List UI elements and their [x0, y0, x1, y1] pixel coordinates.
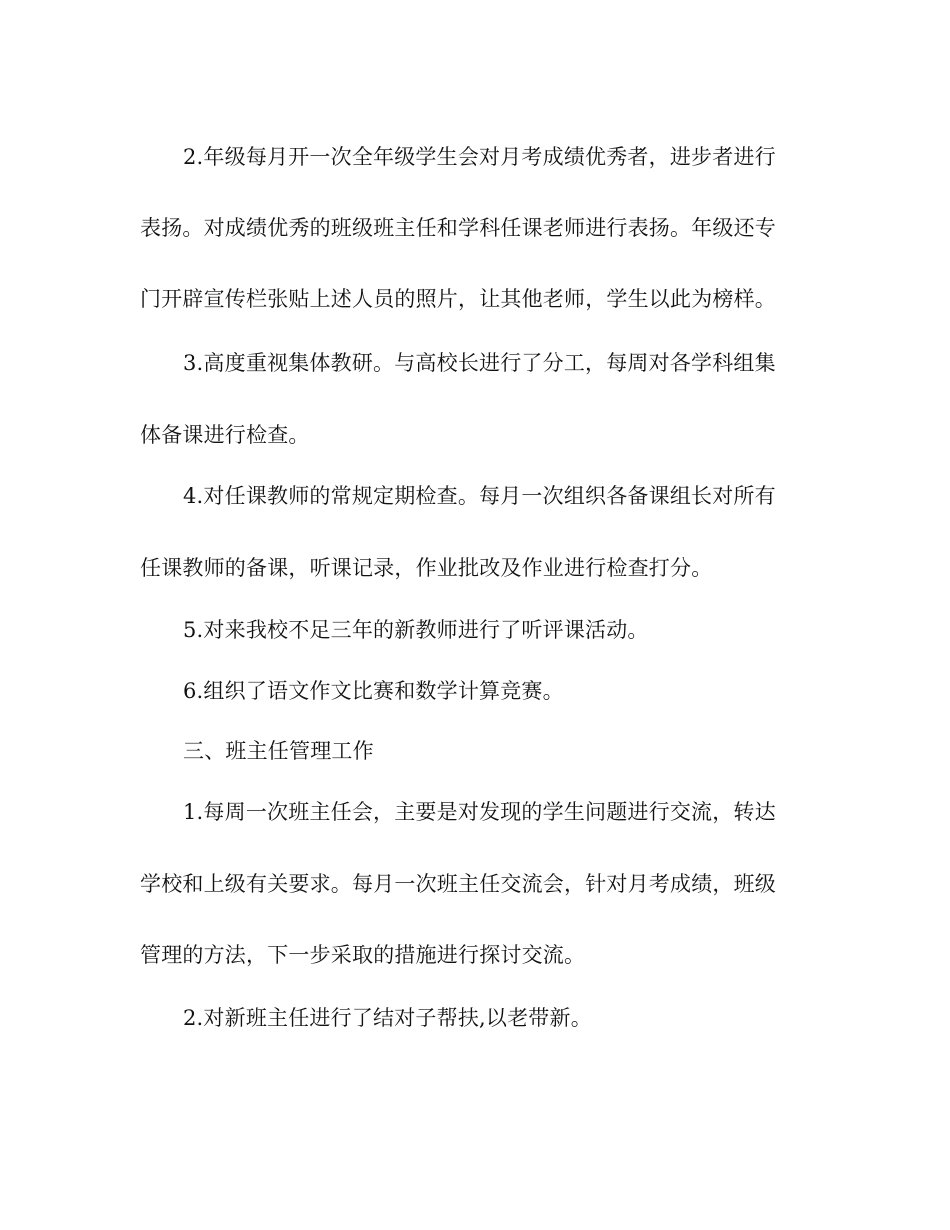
paragraph-line: 6.组织了语文作文比赛和数学计算竞赛。	[183, 679, 564, 703]
section-heading: 三、班主任管理工作	[183, 739, 374, 763]
paragraph-line: 4.对任课教师的常规定期检查。每月一次组织各备课组长对所有	[183, 484, 776, 508]
paragraph-line: 表扬。对成绩优秀的班级班主任和学科任课老师进行表扬。年级还专	[140, 216, 776, 240]
paragraph-line: 学校和上级有关要求。每月一次班主任交流会，针对月考成绩，班级	[140, 872, 776, 896]
paragraph-line: 体备课进行检查。	[140, 423, 310, 447]
paragraph-line: 2.对新班主任进行了结对子帮扶,以老带新。	[183, 1006, 592, 1030]
paragraph-line: 2.年级每月开一次全年级学生会对月考成绩优秀者，进步者进行	[183, 145, 776, 169]
paragraph-line: 管理的方法，下一步采取的措施进行探讨交流。	[140, 943, 586, 967]
paragraph-line: 门开辟宣传栏张贴上述人员的照片，让其他老师，学生以此为榜样。	[140, 287, 776, 311]
paragraph-line: 5.对来我校不足三年的新教师进行了听评课活动。	[183, 618, 649, 642]
paragraph-line: 任课教师的备课，听课记录，作业批改及作业进行检查打分。	[140, 556, 713, 580]
paragraph-line: 1.每周一次班主任会，主要是对发现的学生问题进行交流，转达	[183, 800, 776, 824]
paragraph-line: 3.高度重视集体教研。与高校长进行了分工，每周对各学科组集	[183, 351, 776, 375]
